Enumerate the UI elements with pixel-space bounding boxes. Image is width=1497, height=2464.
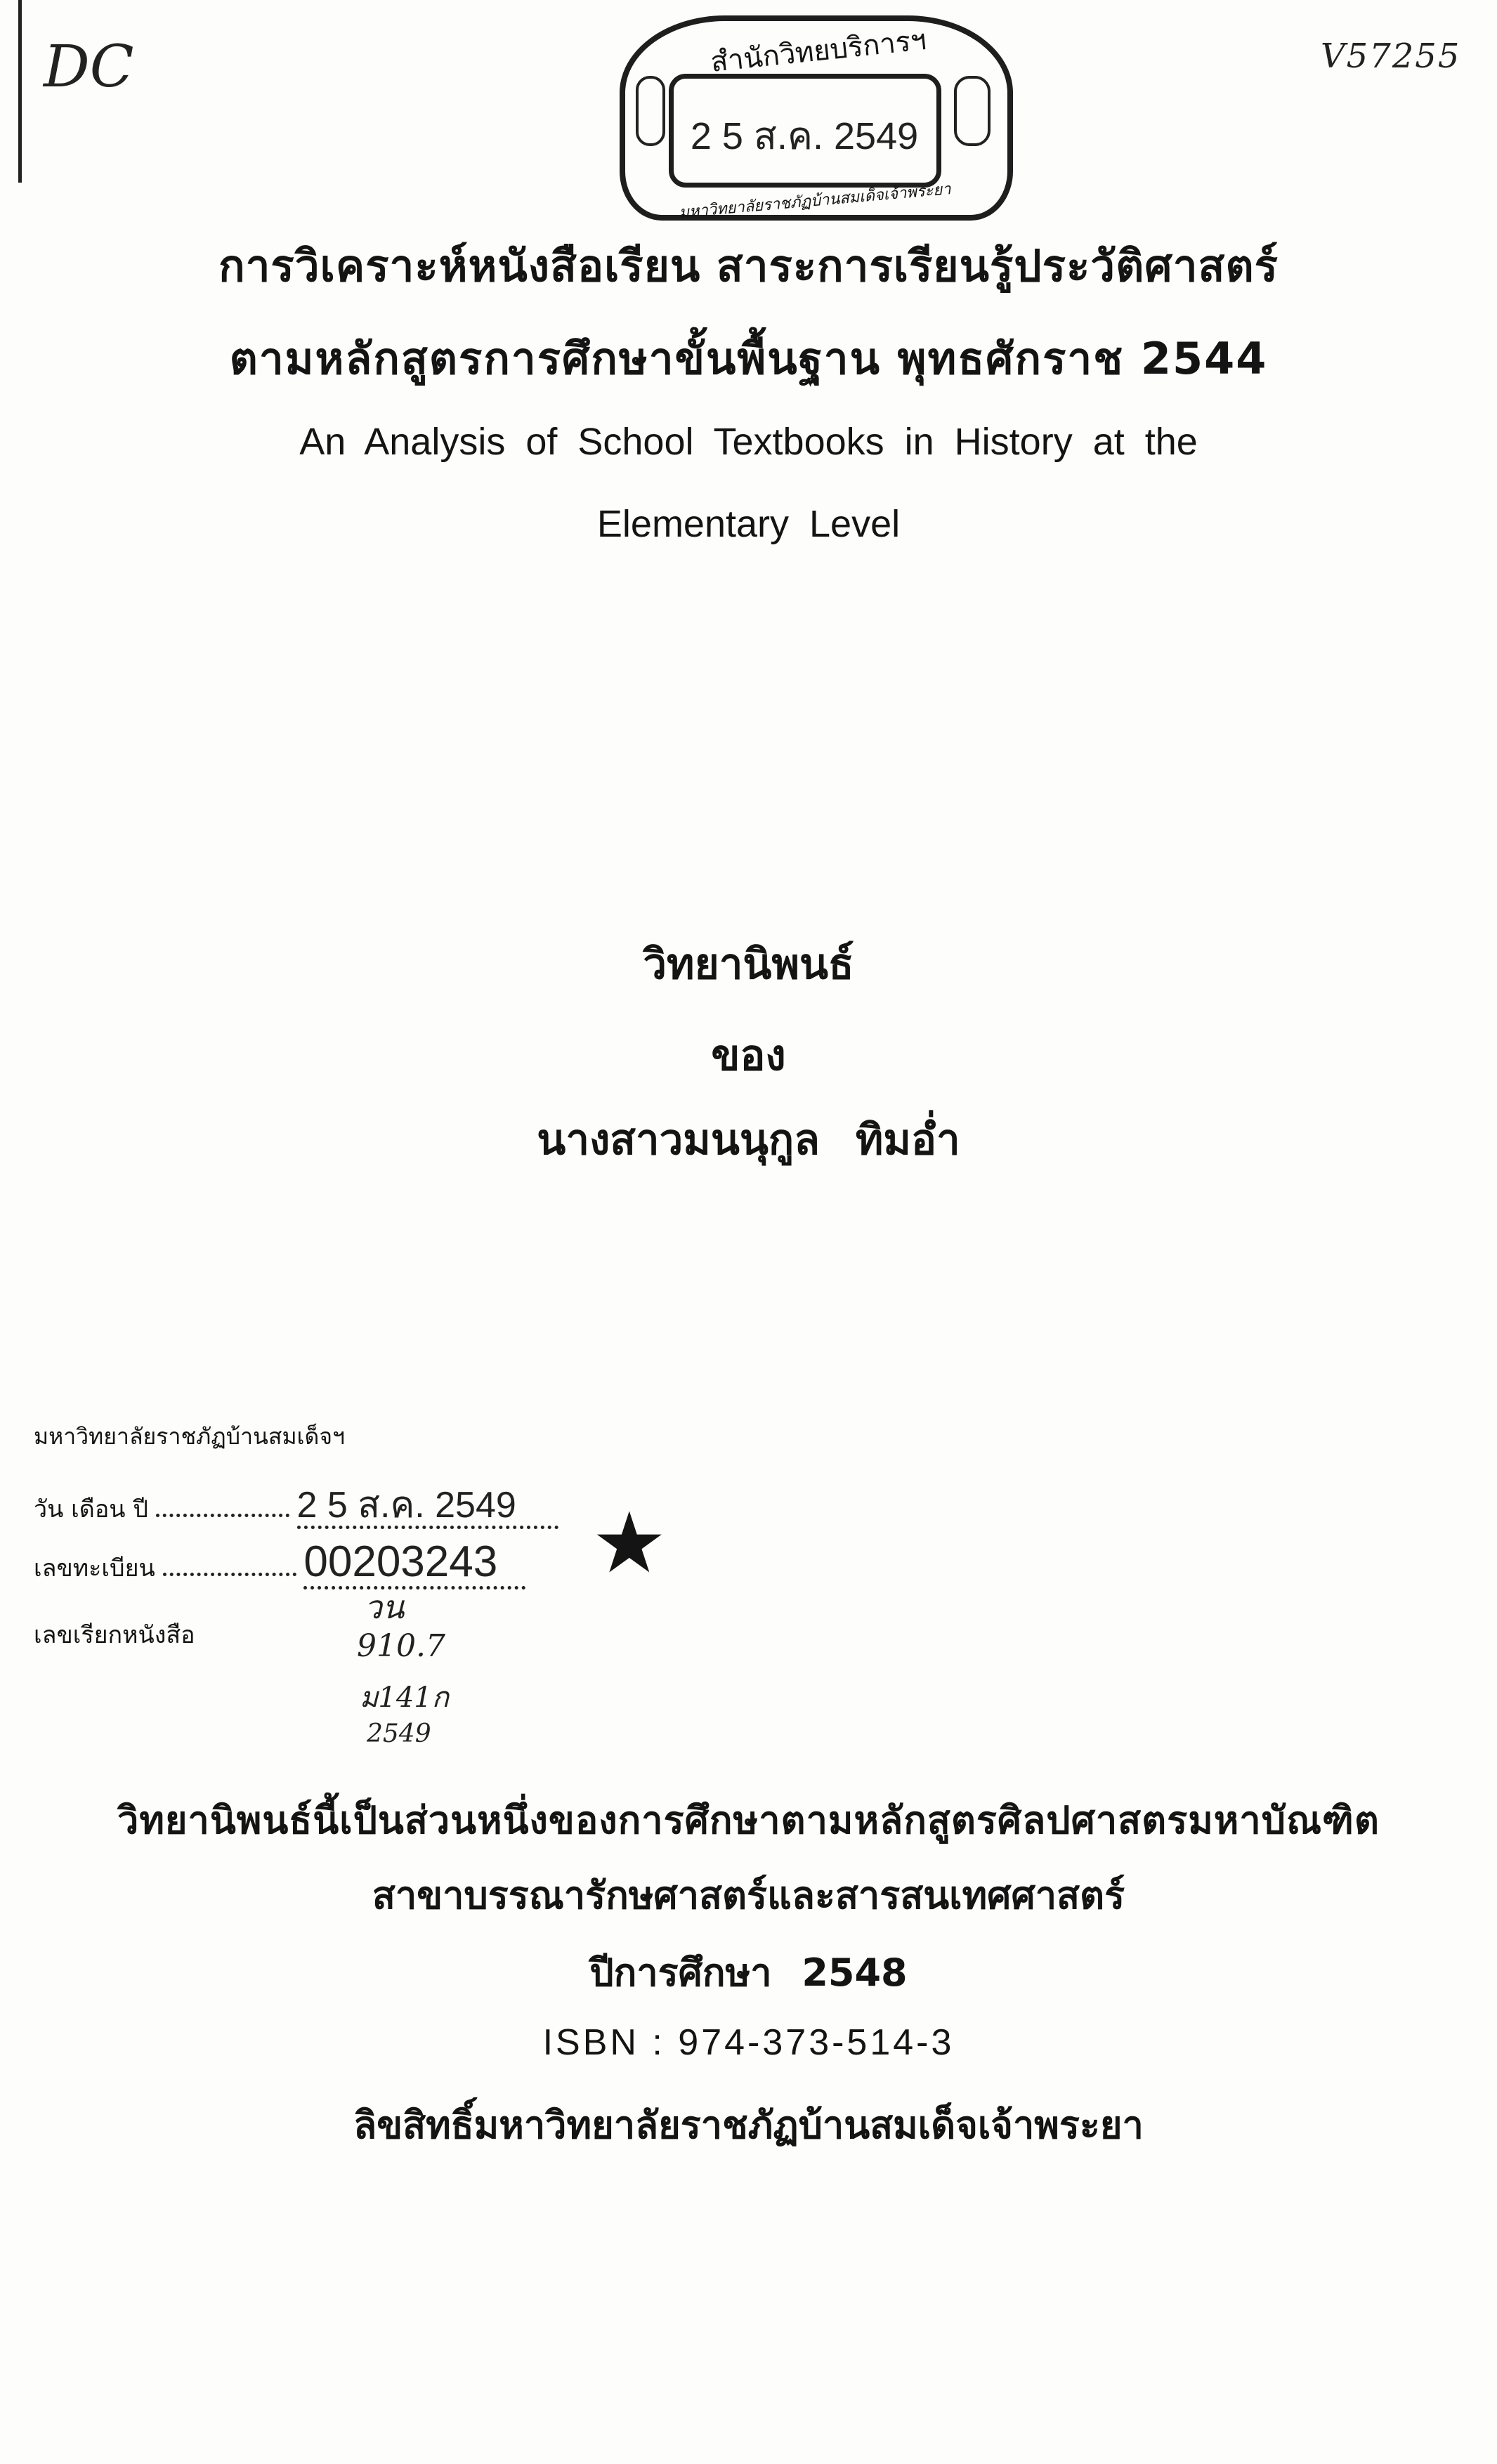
thesis-label: วิทยานิพนธ์ — [643, 940, 854, 989]
stamp-emblem-left — [636, 76, 665, 146]
library-date-label: วัน เดือน ปี — [34, 1495, 148, 1523]
author-name: นางสาวมนนุกูล ทิมอ่ำ — [537, 1115, 960, 1165]
thai-title-line-1: การวิเคราะห์หนังสือเรียน สาระการเรียนรู้ประวัติศาสตร์ — [218, 240, 1279, 291]
library-call-label: เลขเรียกหนังสือ — [34, 1621, 195, 1649]
library-reg-value: 00203243 — [303, 1538, 525, 1590]
library-university: มหาวิทยาลัยราชภัฏบ้านสมเด็จฯ — [34, 1423, 345, 1450]
library-date-value: 2 5 ส.ค. 2549 — [297, 1485, 558, 1529]
library-reg-label: เลขทะเบียน — [34, 1554, 155, 1582]
star-mark: ★ — [591, 1495, 667, 1592]
stamp-top-text: สำนักวิทยบริการฯ — [709, 24, 928, 79]
call-number-line-3: ม141ก — [360, 1682, 449, 1714]
major-statement: สาขาบรรณารักษศาสตร์และสารสนเทศศาสตร์ — [372, 1873, 1125, 1918]
copyright: ลิขสิทธิ์มหาวิทยาลัยราชภัฏบ้านสมเด็จเจ้าพระยา — [353, 2103, 1144, 2147]
stamp-bottom-text: มหาวิทยาลัยราชภัฏบ้านสมเด็จเจ้าพระยา — [678, 181, 952, 222]
call-number-line-4: 2549 — [367, 1719, 431, 1748]
corner-mark-dc: DC — [44, 34, 134, 100]
library-reg-row — [34, 1537, 525, 1587]
stamp-date: 2 5 ส.ค. 2549 — [690, 115, 919, 157]
library-date-row — [34, 1475, 558, 1533]
scan-margin-line — [18, 0, 22, 183]
english-title-line-1: An Analysis of School Textbooks in History at the — [299, 421, 1198, 463]
call-number-line-1: วน — [364, 1588, 405, 1626]
degree-statement: วิทยานิพนธ์นี้เป็นส่วนหนึ่งของการศึกษาตามหลักสูตรศิลปศาสตรมหาบัณฑิต — [117, 1798, 1380, 1842]
of-label: ของ — [711, 1031, 786, 1080]
corner-mark-number: V57255 — [1321, 37, 1461, 76]
stamp-emblem-right — [954, 76, 991, 146]
academic-year: ปีการศึกษา 2548 — [589, 1951, 908, 1995]
library-reg-dots — [163, 1573, 296, 1576]
english-title-line-2: Elementary Level — [596, 503, 901, 545]
isbn: ISBN : 974-373-514-3 — [542, 2022, 955, 2063]
thai-title-line-2: ตามหลักสูตรการศึกษาขั้นพื้นฐาน พุทธศักราช 2544 — [229, 333, 1268, 384]
call-number-line-2: 910.7 — [357, 1628, 445, 1664]
library-date-dots — [156, 1514, 289, 1517]
